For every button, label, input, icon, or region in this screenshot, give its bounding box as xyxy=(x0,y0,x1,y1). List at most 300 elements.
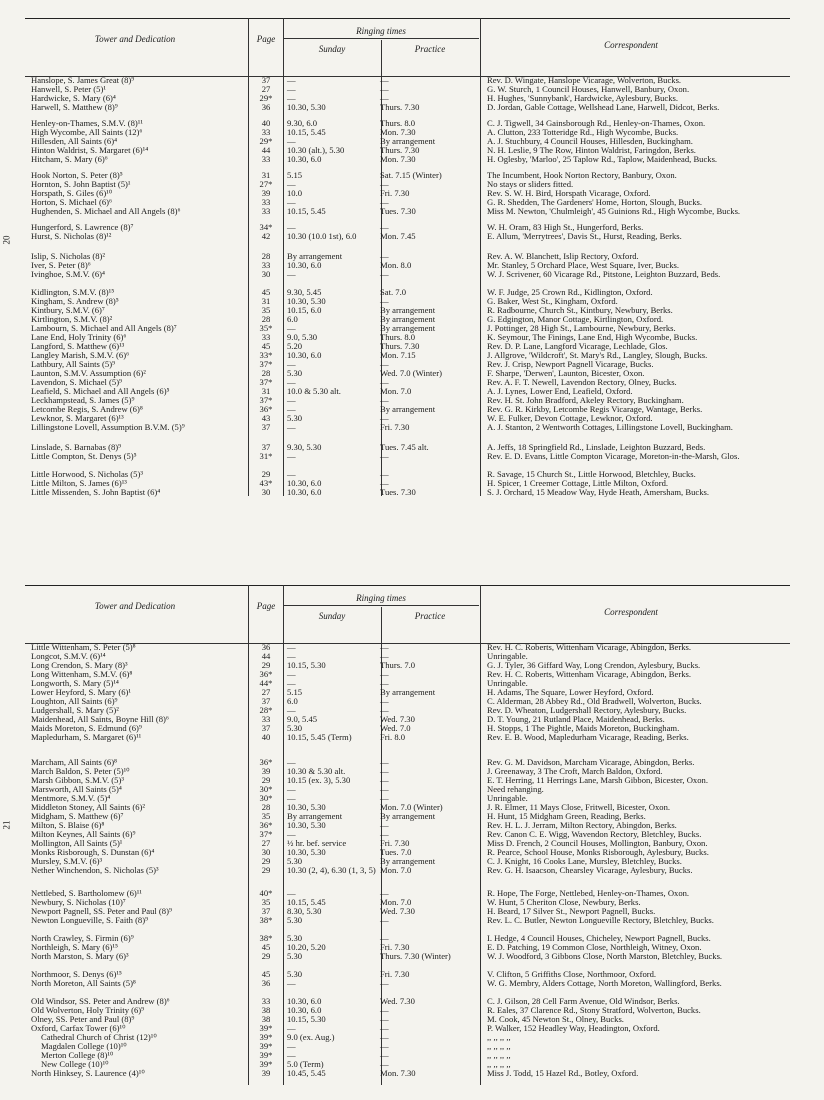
tower-cell: Longworth, S. Mary (5)¹⁴ xyxy=(31,679,119,688)
header-practice: Practice xyxy=(414,611,446,621)
tower-cell: Henley-on-Thames, S.M.V. (8)¹¹ xyxy=(31,119,143,128)
sunday-cell: 10.0 xyxy=(287,188,303,198)
sunday-cell: — xyxy=(287,642,296,652)
page-cell: 31* xyxy=(259,451,273,461)
sunday-cell: By arrangement xyxy=(287,251,343,261)
correspondent-cell: J. Pottinger, 28 High St., Lambourne, Newbury, Berks. xyxy=(487,323,676,333)
practice-cell: Thurs. 7.30 xyxy=(380,102,420,112)
correspondent-cell: C. J. Tigwell, 34 Gainsborough Rd., Henley-on-Thames, Oxon. xyxy=(487,118,706,128)
practice-cell: — xyxy=(380,1023,389,1033)
sunday-cell: 8.30, 5.30 xyxy=(287,906,322,916)
practice-cell: — xyxy=(380,784,389,794)
sunday-cell: 5.30 xyxy=(287,969,303,979)
page-cell: 40 xyxy=(261,732,271,742)
correspondent-cell: R. Radbourne, Church St., Kintbury, Newbury, Berks. xyxy=(487,305,673,315)
correspondent-cell: Rev. D. P. Lane, Langford Vicarage, Lechlade, Glos. xyxy=(487,341,668,351)
sunday-cell: 10.30, 6.0 xyxy=(287,154,322,164)
header-practice: Practice xyxy=(414,44,446,54)
sunday-cell: 5.30 xyxy=(287,368,303,378)
correspondent-cell: H. Adams, The Square, Lower Heyford, Oxford. xyxy=(487,687,654,697)
tower-cell: North Hinksey, S. Laurence (4)¹⁰ xyxy=(31,1069,145,1078)
correspondent-cell: G. J. Tyler, 36 Giffard Way, Long Crendon, Aylesbury, Bucks. xyxy=(487,660,701,670)
sunday-cell: 9.30, 5.30 xyxy=(287,442,322,452)
practice-cell: Fri. 7.30 xyxy=(380,942,410,952)
correspondent-cell: H. Beard, 17 Silver St., Newport Pagnell, Bucks. xyxy=(487,906,656,916)
sunday-cell: 10.30, 6.0 xyxy=(287,350,322,360)
practice-cell: Wed. 7.30 xyxy=(380,906,415,916)
tower-cell: Newton Longueville, S. Faith (8)⁹ xyxy=(31,916,149,925)
correspondent-cell: ,, ,, ,, ,, xyxy=(487,1050,511,1060)
sunday-cell: 5.30 xyxy=(287,413,303,423)
tower-cell: Linslade, S. Barnabas (8)⁹ xyxy=(31,443,122,452)
correspondent-cell: P. Walker, 152 Headley Way, Headington, Oxford. xyxy=(487,1023,660,1033)
correspondent-cell: J. Allgrove, 'Wildcroft', St. Mary's Rd., Langley, Slough, Bucks. xyxy=(487,350,708,360)
correspondent-cell: W. H. Oram, 83 High St., Hungerford, Berks. xyxy=(487,222,644,232)
sunday-cell: — xyxy=(287,323,296,333)
page-cell: 42 xyxy=(261,231,271,241)
page-cell: 44 xyxy=(261,145,271,155)
practice-cell: — xyxy=(380,1032,389,1042)
tower-cell: Horspath, S. Giles (6)¹⁰ xyxy=(31,189,113,198)
page-cell: 35 xyxy=(261,305,271,315)
tower-cell: Lambourn, S. Michael and All Angels (8)⁷ xyxy=(31,324,177,333)
tower-cell: Islip, S. Nicholas (8)² xyxy=(31,252,105,261)
tower-cell: Leafield, S. Michael and All Angels (6)⁵ xyxy=(31,387,170,396)
practice-cell: Fri. 7.30 xyxy=(380,838,410,848)
sunday-cell: 10.15, 5.30 xyxy=(287,660,326,670)
sunday-cell: — xyxy=(287,136,296,146)
sunday-cell: 5.30 xyxy=(287,723,303,733)
tower-cell: Middleton Stoney, All Saints (6)² xyxy=(31,803,145,812)
page-cell: 39 xyxy=(261,1068,271,1078)
tower-cell: Northmoor, S. Denys (6)¹⁵ xyxy=(31,970,122,979)
correspondent-cell: Rev. J. Crisp, Newport Pagnell Vicarage, Bucks. xyxy=(487,359,654,369)
tower-cell: Newport Pagnell, SS. Peter and Paul (8)⁹ xyxy=(31,907,172,916)
tower-cell: Hughenden, S. Michael and All Angels (8)⁶ xyxy=(31,207,181,216)
page-cell: 39* xyxy=(259,1041,273,1051)
header-sunday: Sunday xyxy=(318,44,346,54)
practice-cell: — xyxy=(380,775,389,785)
practice-cell: — xyxy=(380,296,389,306)
page-cell: 44 xyxy=(261,651,271,661)
sunday-cell: 10.15, 5.45 xyxy=(287,127,326,137)
correspondent-cell: Miss J. Todd, 15 Hazel Rd., Botley, Oxford. xyxy=(487,1068,639,1078)
correspondent-cell: Rev. L. C. Butler, Newton Longueville Rectory, Bletchley, Bucks. xyxy=(487,915,714,925)
sunday-cell: 10.30, 6.0 xyxy=(287,478,322,488)
sunday-cell: 10.30 & 5.30 alt. xyxy=(287,766,346,776)
page-cell: 29 xyxy=(261,951,271,961)
table-body-top xyxy=(25,76,790,496)
practice-cell: — xyxy=(380,651,389,661)
tower-cell: Hook Norton, S. Peter (8)⁵ xyxy=(31,171,123,180)
sunday-cell: — xyxy=(287,422,296,432)
practice-cell: — xyxy=(380,222,389,232)
practice-cell: — xyxy=(380,1050,389,1060)
correspondent-cell: C. J. Gilson, 28 Cell Farm Avenue, Old Windsor, Berks. xyxy=(487,996,680,1006)
page-cell: 35 xyxy=(261,811,271,821)
correspondent-cell: No stays or sliders fitted. xyxy=(487,179,574,189)
practice-cell: By arrangement xyxy=(380,136,436,146)
tower-cell: Kingham, S. Andrew (8)⁵ xyxy=(31,297,119,306)
page-cell: 31 xyxy=(261,296,271,306)
sunday-cell: — xyxy=(287,793,296,803)
page-cell: 33 xyxy=(261,260,271,270)
sunday-cell: 10.30, 5.30 xyxy=(287,847,326,857)
table-header xyxy=(25,587,790,644)
sunday-cell: — xyxy=(287,678,296,688)
page-cell: 28 xyxy=(261,368,271,378)
sunday-cell: 9.0 (ex. Aug.) xyxy=(287,1032,335,1042)
correspondent-cell: ,, ,, ,, ,, xyxy=(487,1041,511,1051)
tower-cell: Little Wittenham, S. Peter (5)⁸ xyxy=(31,643,136,652)
sunday-cell: 10.20, 5.20 xyxy=(287,942,326,952)
correspondent-cell: Miss M. Newton, 'Chulmleigh', 45 Guinions Rd., High Wycombe, Bucks. xyxy=(487,206,741,216)
tower-cell: Mollington, All Saints (5)¹ xyxy=(31,839,123,848)
correspondent-cell: H. Spicer, 1 Creemer Cottage, Little Milton, Oxford. xyxy=(487,478,669,488)
tower-cell: Lillingstone Lovell, Assumption B.V.M. (5)⁹ xyxy=(31,423,185,432)
tower-cell: North Moreton, All Saints (5)⁸ xyxy=(31,979,136,988)
page-cell: 39* xyxy=(259,1023,273,1033)
sunday-cell: — xyxy=(287,651,296,661)
tower-cell: Mursley, S.M.V. (6)³ xyxy=(31,857,103,866)
tower-cell: Lewknor, S. Margaret (6)¹³ xyxy=(31,414,124,423)
correspondent-cell: W. J. Scrivener, 60 Vicarage Rd., Pitstone, Leighton Buzzard, Beds. xyxy=(487,269,721,279)
sunday-cell: 10.30 (alt.), 5.30 xyxy=(287,145,345,155)
tower-cell: March Baldon, S. Peter (5)¹⁰ xyxy=(31,767,130,776)
tower-cell: Kintbury, S.M.V. (6)⁷ xyxy=(31,306,105,315)
sunday-cell: 5.30 xyxy=(287,915,303,925)
correspondent-cell: I. Hedge, 4 Council Houses, Chicheley, Newport Pagnell, Bucks. xyxy=(487,933,711,943)
tower-cell: Milton, S. Blaise (6)⁸ xyxy=(31,821,105,830)
page-number-left-top: 20 xyxy=(1,235,12,245)
tower-cell: Little Compton, St. Denys (5)⁵ xyxy=(31,452,137,461)
practice-cell: — xyxy=(380,395,389,405)
header-sunday: Sunday xyxy=(318,611,346,621)
page-cell: 31 xyxy=(261,386,271,396)
practice-cell: Fri. 7.30 xyxy=(380,422,410,432)
practice-cell: — xyxy=(380,696,389,706)
page-20 xyxy=(25,18,790,496)
practice-cell: — xyxy=(380,766,389,776)
correspondent-cell: W. F. Judge, 25 Crown Rd., Kidlington, Oxford. xyxy=(487,287,653,297)
sunday-cell: — xyxy=(287,75,296,85)
page-cell: 35 xyxy=(261,897,271,907)
practice-cell: Tues. 7.30 xyxy=(380,487,416,497)
page-cell: 36* xyxy=(259,669,273,679)
sunday-cell: — xyxy=(287,1050,296,1060)
practice-cell: Mon. 7.30 xyxy=(380,1068,416,1078)
correspondent-cell: Rev. D. Wingate, Hanslope Vicarage, Wolverton, Bucks. xyxy=(487,75,682,85)
practice-cell: Mon. 8.0 xyxy=(380,260,412,270)
practice-cell: Fri. 7.30 xyxy=(380,969,410,979)
sunday-cell: 10.15, 5.45 xyxy=(287,206,326,216)
tower-cell: Longcot, S.M.V. (6)¹⁴ xyxy=(31,652,106,661)
sunday-cell: — xyxy=(287,829,296,839)
page-cell: 37* xyxy=(259,395,273,405)
page-cell: 29 xyxy=(261,775,271,785)
practice-cell: Tues. 7.0 xyxy=(380,847,412,857)
tower-cell: Maids Moreton, S. Edmund (6)⁹ xyxy=(31,724,142,733)
page-cell: 29* xyxy=(259,136,273,146)
tower-cell: Hanslope, S. James Great (8)⁹ xyxy=(31,76,135,85)
sunday-cell: — xyxy=(287,705,296,715)
tower-cell: Hornton, S. John Baptist (5)¹ xyxy=(31,180,131,189)
page-cell: 29 xyxy=(261,856,271,866)
tower-cell: Harwell, S. Matthew (8)⁹ xyxy=(31,103,118,112)
header-tower: Tower and Dedication xyxy=(94,34,176,44)
sunday-cell: 10.30, 5.30 xyxy=(287,102,326,112)
page-cell: 27* xyxy=(259,179,273,189)
sunday-cell: 10.45, 5.45 xyxy=(287,1068,326,1078)
header-ringing-times: Ringing times xyxy=(356,593,406,603)
tower-cell: Ivinghoe, S.M.V. (6)⁴ xyxy=(31,270,105,279)
page-cell: 39* xyxy=(259,1050,273,1060)
practice-cell: Mon. 7.0 xyxy=(380,865,412,875)
correspondent-cell: R. Savage, 15 Church St., Little Horwood, Bletchley, Bucks. xyxy=(487,469,696,479)
practice-cell: — xyxy=(380,1014,389,1024)
sunday-cell: 5.15 xyxy=(287,170,303,180)
correspondent-cell: J. Greenaway, 3 The Croft, March Baldon, Oxford. xyxy=(487,766,663,776)
correspondent-cell: G. Edgington, Manor Cottage, Kirtlington, Oxford. xyxy=(487,314,664,324)
practice-cell: — xyxy=(380,179,389,189)
practice-cell: Thurs. 7.30 xyxy=(380,341,420,351)
correspondent-cell: W. G. Membry, Alders Cottage, North Moreton, Wallingford, Berks. xyxy=(487,978,722,988)
tower-cell: Little Horwood, S. Nicholas (5)³ xyxy=(31,470,143,479)
page-cell: 30* xyxy=(259,793,273,803)
sunday-cell: — xyxy=(287,1041,296,1051)
sunday-cell: — xyxy=(287,222,296,232)
correspondent-cell: Rev. G. H. Isaacson, Chearsley Vicarage, Aylesbury, Bucks. xyxy=(487,865,693,875)
page-cell: 33 xyxy=(261,197,271,207)
practice-cell: — xyxy=(380,359,389,369)
sunday-cell: — xyxy=(287,757,296,767)
sunday-cell: 10.15, 5.30 xyxy=(287,1014,326,1024)
tower-cell: Leckhampstead, S. James (5)⁹ xyxy=(31,396,135,405)
page-cell: 36 xyxy=(261,642,271,652)
tower-cell: Old Wolverton, Holy Trinity (6)⁹ xyxy=(31,1006,145,1015)
tower-cell: Kirtlington, S.M.V. (8)² xyxy=(31,315,113,324)
sunday-cell: — xyxy=(287,404,296,414)
tower-cell: Nether Winchendon, S. Nicholas (5)³ xyxy=(31,866,159,875)
practice-cell: Mon. 7.0 xyxy=(380,897,412,907)
correspondent-cell: F. Sharpe, 'Derwen', Launton, Bicester, Oxon. xyxy=(487,368,645,378)
sunday-cell: 10.30 (10.0 1st), 6.0 xyxy=(287,231,357,241)
practice-cell: — xyxy=(380,269,389,279)
sunday-cell: — xyxy=(287,888,296,898)
page-cell: 33 xyxy=(261,206,271,216)
sunday-cell: 10.30, 5.30 xyxy=(287,820,326,830)
sunday-cell: 9.30, 5.45 xyxy=(287,287,322,297)
page-cell: 39 xyxy=(261,188,271,198)
header-correspondent: Correspondent xyxy=(604,40,658,50)
tower-cell: Marsworth, All Saints (5)⁴ xyxy=(31,785,122,794)
sunday-cell: — xyxy=(287,784,296,794)
page-cell: 37 xyxy=(261,696,271,706)
sunday-cell: 5.20 xyxy=(287,341,303,351)
sunday-cell: 5.30 xyxy=(287,951,303,961)
sunday-cell: 10.30, 5.30 xyxy=(287,802,326,812)
practice-cell: — xyxy=(380,820,389,830)
tower-cell: Hurst, S. Nicholas (8)¹² xyxy=(31,232,112,241)
tower-cell: Mentmore, S.M.V. (5)⁴ xyxy=(31,794,111,803)
page-cell: 37* xyxy=(259,377,273,387)
page-cell: 33 xyxy=(261,714,271,724)
tower-cell: Letcombe Regis, S. Andrew (6)⁸ xyxy=(31,405,143,414)
correspondent-cell: M. Cook, 45 Newton St., Olney, Bucks. xyxy=(487,1014,624,1024)
practice-cell: — xyxy=(380,915,389,925)
correspondent-cell: Rev. A. W. Blanchett, Islip Rectory, Oxford. xyxy=(487,251,639,261)
page-cell: 39* xyxy=(259,1032,273,1042)
sunday-cell: — xyxy=(287,269,296,279)
tower-cell: Long Crendon, S. Mary (8)³ xyxy=(31,661,128,670)
sunday-cell: — xyxy=(287,978,296,988)
sunday-cell: 10.30, 6.0 xyxy=(287,1005,322,1015)
correspondent-cell: H. Hunt, 15 Midgham Green, Reading, Berks. xyxy=(487,811,646,821)
page-cell: 44* xyxy=(259,678,273,688)
practice-cell: Wed. 7.30 xyxy=(380,714,415,724)
correspondent-cell: ,, ,, ,, ,, xyxy=(487,1059,511,1069)
page-cell: 30* xyxy=(259,784,273,794)
practice-cell: By arrangement xyxy=(380,323,436,333)
header-correspondent: Correspondent xyxy=(604,607,658,617)
page-cell: 29 xyxy=(261,660,271,670)
tower-cell: Midgham, S. Matthew (6)⁷ xyxy=(31,812,124,821)
practice-cell: — xyxy=(380,469,389,479)
top-rule xyxy=(25,585,790,586)
page-cell: 29 xyxy=(261,865,271,875)
tower-cell: Monks Risborough, S. Dunstan (6)⁴ xyxy=(31,848,155,857)
sunday-cell: 10.30 (2, 4), 6.30 (1, 3, 5) xyxy=(287,865,376,875)
practice-cell: Thurs. 7.30 (Winter) xyxy=(380,951,451,961)
practice-cell: — xyxy=(380,933,389,943)
tower-cell: Langford, S. Matthew (6)¹³ xyxy=(31,342,125,351)
practice-cell: — xyxy=(380,793,389,803)
practice-cell: Wed. 7.0 (Winter) xyxy=(380,368,442,378)
correspondent-cell: Miss D. French, 2 Council Houses, Mollington, Banbury, Oxon. xyxy=(487,838,708,848)
header-page: Page xyxy=(256,601,276,611)
tower-cell: Lane End, Holy Trinity (6)⁶ xyxy=(31,333,127,342)
correspondent-cell: D. Jordan, Gable Cottage, Wellshead Lane, Harwell, Didcot, Berks. xyxy=(487,102,720,112)
sunday-cell: 10.15, 5.45 xyxy=(287,897,326,907)
correspondent-cell: The Incumbent, Hook Norton Rectory, Banbury, Oxon. xyxy=(487,170,677,180)
page-cell: 45 xyxy=(261,942,271,952)
tower-cell: North Crawley, S. Firmin (6)⁹ xyxy=(31,934,134,943)
tower-cell: Hanwell, S. Peter (5)¹ xyxy=(31,85,106,94)
sunday-cell: — xyxy=(287,84,296,94)
page-cell: 45 xyxy=(261,341,271,351)
tower-cell: Hinton Waldrist, S. Margaret (6)¹⁴ xyxy=(31,146,149,155)
practice-cell: — xyxy=(380,75,389,85)
page-cell: 36 xyxy=(261,978,271,988)
correspondent-cell: N. H. Leslie, 9 The Row, Hinton Waldrist, Faringdon, Berks. xyxy=(487,145,696,155)
practice-cell: Sat. 7.15 (Winter) xyxy=(380,170,442,180)
sunday-cell: 10.30, 6.0 xyxy=(287,487,322,497)
tower-cell: Iver, S. Peter (8)⁶ xyxy=(31,261,91,270)
tower-cell: Langley Marish, S.M.V. (6)⁶ xyxy=(31,351,130,360)
page-cell: 40 xyxy=(261,118,271,128)
correspondent-cell: Rev. Canon C. E. Wigg, Wavendon Rectory, Bletchley, Bucks. xyxy=(487,829,702,839)
correspondent-cell: H. Hughes, 'Sunnybank', Hardwicke, Aylesbury, Bucks. xyxy=(487,93,679,103)
sunday-cell: ½ hr. bef. service xyxy=(287,838,347,848)
sunday-cell: 6.0 xyxy=(287,696,298,706)
page-cell: 33 xyxy=(261,996,271,1006)
tower-cell: Marsh Gibbon, S.M.V. (5)³ xyxy=(31,776,124,785)
practice-cell: — xyxy=(380,1059,389,1069)
tower-cell: Hardwicke, S. Mary (6)⁴ xyxy=(31,94,116,103)
correspondent-cell: G. Baker, West St., Kingham, Oxford. xyxy=(487,296,618,306)
page-cell: 29* xyxy=(259,93,273,103)
page-cell: 39* xyxy=(259,1059,273,1069)
correspondent-cell: D. T. Young, 21 Rutland Place, Maidenhead, Berks. xyxy=(487,714,665,724)
page-cell: 35* xyxy=(259,323,273,333)
tower-cell: Long Wittenham, S.M.V. (6)⁸ xyxy=(31,670,133,679)
correspondent-cell: C. J. Knight, 16 Cooks Lane, Mursley, Bletchley, Bucks. xyxy=(487,856,682,866)
tower-cell: Launton, S.M.V. Assumption (6)² xyxy=(31,369,146,378)
practice-cell: Mon. 7.0 xyxy=(380,386,412,396)
practice-cell: By arrangement xyxy=(380,811,436,821)
practice-cell: — xyxy=(380,197,389,207)
tower-cell: Lower Heyford, S. Mary (6)¹ xyxy=(31,688,131,697)
sunday-cell: — xyxy=(287,469,296,479)
practice-cell: — xyxy=(380,251,389,261)
tower-cell: Hillesden, All Saints (6)⁴ xyxy=(31,137,118,146)
correspondent-cell: Rev. H. C. Roberts, Wittenham Vicarage, Abingdon, Berks. xyxy=(487,669,692,679)
tower-cell: Mapledurham, S. Margaret (6)¹¹ xyxy=(31,733,142,742)
page-cell: 37 xyxy=(261,422,271,432)
sunday-cell: — xyxy=(287,1023,296,1033)
correspondent-cell: Rev. G. M. Davidson, Marcham Vicarage, Abingdon, Berks. xyxy=(487,757,695,767)
page-cell: 43 xyxy=(261,413,271,423)
page-cell: 37* xyxy=(259,359,273,369)
page-number-left-bottom: 21 xyxy=(1,820,12,830)
page-cell: 36* xyxy=(259,820,273,830)
practice-cell: Mon. 7.30 xyxy=(380,154,416,164)
tower-cell: Old Windsor, SS. Peter and Andrew (8)⁶ xyxy=(31,997,170,1006)
tower-cell: Marcham, All Saints (6)⁸ xyxy=(31,758,118,767)
correspondent-cell: Rev. H. St. John Bradford, Akeley Rectory, Buckingham. xyxy=(487,395,684,405)
sunday-cell: 9.30, 6.0 xyxy=(287,118,318,128)
practice-cell: By arrangement xyxy=(380,404,436,414)
page-cell: 28 xyxy=(261,314,271,324)
tower-cell: Cathedral Church of Christ (12)¹⁰ xyxy=(41,1033,157,1042)
practice-cell: Tues. 7.45 alt. xyxy=(380,442,429,452)
page-cell: 31 xyxy=(261,170,271,180)
correspondent-cell: Rev. H. L. J. Jerram, Milton Rectory, Abingdon, Berks. xyxy=(487,820,677,830)
sunday-cell: 9.0, 5.45 xyxy=(287,714,318,724)
correspondent-cell: H. Oglesby, 'Marloo', 25 Taplow Rd., Taplow, Maidenhead, Bucks. xyxy=(487,154,718,164)
correspondent-cell: Rev. H. C. Roberts, Wittenham Vicarage, Abingdon, Berks. xyxy=(487,642,692,652)
correspondent-cell: Rev. G. R. Kirkby, Letcombe Regis Vicarage, Wantage, Berks. xyxy=(487,404,703,414)
practice-cell: — xyxy=(380,93,389,103)
sunday-cell: — xyxy=(287,669,296,679)
ringing-rule xyxy=(283,38,479,39)
correspondent-cell: W. E. Fulker, Devon Cottage, Lewknor, Oxford. xyxy=(487,413,653,423)
sunday-cell: — xyxy=(287,377,296,387)
correspondent-cell: E. D. Patching, 19 Common Close, Northleigh, Witney, Oxon. xyxy=(487,942,702,952)
tower-cell: Hitcham, S. Mary (6)⁶ xyxy=(31,155,108,164)
practice-cell: — xyxy=(380,829,389,839)
practice-cell: Mon. 7.0 (Winter) xyxy=(380,802,443,812)
page-cell: 27 xyxy=(261,84,271,94)
sunday-cell: 10.0 & 5.30 alt. xyxy=(287,386,341,396)
practice-cell: — xyxy=(380,84,389,94)
sunday-cell: 10.30, 6.0 xyxy=(287,260,322,270)
table-body-bottom xyxy=(25,643,790,1085)
correspondent-cell: V. Clifton, 5 Griffiths Close, Northmoor, Oxford. xyxy=(487,969,657,979)
header-ringing-times: Ringing times xyxy=(356,26,406,36)
practice-cell: Thurs. 8.0 xyxy=(380,332,416,342)
practice-cell: — xyxy=(380,1005,389,1015)
